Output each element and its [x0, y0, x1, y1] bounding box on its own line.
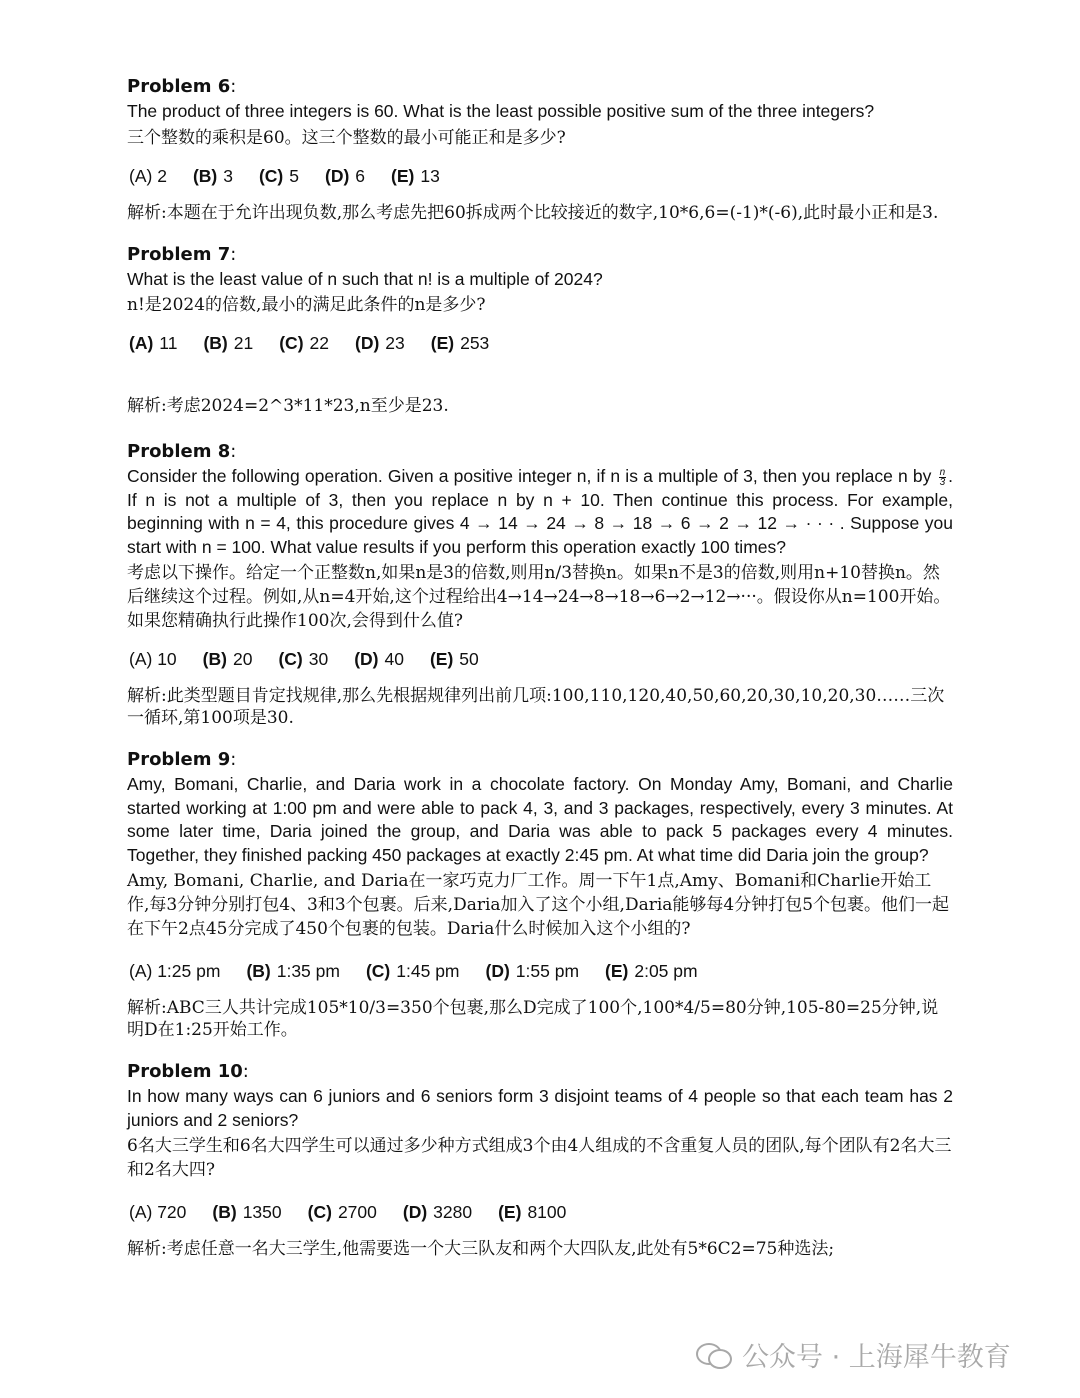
solution-text: 解析:考虑任意一名大三学生,他需要选一个大三队友和两个大四队友,此处有5*6C2=75种选法;	[127, 1239, 835, 1259]
problem-9	[127, 747, 953, 1041]
choice-b: (B) 1:35 pm	[246, 961, 340, 981]
problem-text-en: Amy, Bomani, Charlie, and Daria work in a chocolate factory. On Monday Amy, Bomani, and Charlie started working at 1:00 pm and were able to pack 4, 3, and 3 packages, respectively, every 3 minutes. At some later time, Daria joined the group, and Daria was able to pack 5 packages every 4 minutes. Together, they finished packing 450 packages at exactly 2:45 pm. At what time did Daria join the group?	[127, 774, 953, 865]
problem-text-zh: 6名大三学生和6名大四学生可以通过多少种方式组成3个由4人组成的不含重复人员的团队,每个团队有2名大三和2名大四?	[127, 1136, 952, 1180]
choice-d: (D) 1:55 pm	[485, 961, 580, 981]
solution-text: 解析:本题在于允许出现负数,那么考虑先把60拆成两个比较接近的数字,10*6,6=(-1)*(-6),此时最小正和是3.	[127, 202, 939, 223]
problem-text-en: Consider the following operation. Given a positive integer n, if n is a multiple of 3, then you replace n by $\frac{n}{3}$ . If n is not a multiple of 3, then you replace n by n + 10. Then continue this process. For example, beginning with n = 4, this procedure gives 4 → 14 → 24 → 8 → 18 → 6 → 2 → 12 → · · · . Suppose you start with n = 100. What value results if you perform this operation exactly 100 times?	[127, 466, 953, 557]
answer-choices	[129, 959, 953, 983]
choice-d: (D) 6	[325, 165, 366, 186]
problem-title: Problem 8:	[127, 441, 237, 462]
answer-choices	[129, 164, 953, 188]
problem-text-zh: 三个整数的乘积是60。这三个整数的最小可能正和是多少?	[127, 127, 566, 148]
problem-title: Problem 9:	[127, 749, 237, 770]
wechat-icon	[696, 1339, 732, 1369]
problem-7	[127, 242, 953, 418]
choice-b: (B) 3	[192, 165, 233, 186]
choice-d: (D) 3280	[402, 1202, 473, 1222]
choice-e: (E) 8100	[498, 1202, 567, 1222]
choice-a: (A) 10	[129, 649, 177, 669]
choice-d: (D) 23	[355, 333, 405, 353]
choice-c: (C) 5	[258, 165, 299, 186]
answer-choices	[129, 1200, 953, 1224]
solution-text: 解析:ABC三人共计完成105*10/3=350个包裹,那么D完成了100个,100*4/5=80分钟,105-80=25分钟,说明D在1:25开始工作。	[127, 998, 939, 1040]
answer-choices	[129, 647, 953, 671]
fraction-n-over-3: $\frac{n}{3}$	[939, 466, 946, 488]
problem-title: Problem 7:	[127, 243, 237, 265]
choice-b: (B) 21	[203, 333, 254, 353]
choice-a: (A) 720	[129, 1202, 187, 1222]
choice-a: (A) 11	[129, 333, 178, 353]
problem-text-en: The product of three integers is 60. What is the least possible positive sum of the three integers?	[127, 101, 875, 121]
choice-a: (A) 1:25 pm	[129, 961, 221, 981]
solution-text: 解析:考虑2024=2^3*11*23,n至少是23.	[127, 396, 449, 416]
watermark-text: 公众号 · 上海犀牛教育	[742, 1341, 1011, 1373]
choice-d: (D) 40	[354, 649, 404, 669]
choice-c: (C) 22	[279, 333, 329, 353]
watermark	[696, 1332, 1056, 1376]
choice-c: (C) 2700	[307, 1202, 377, 1222]
problem-text-en: In how many ways can 6 juniors and 6 seniors form 3 disjoint teams of 4 people so that each team has 2 juniors and 2 seniors?	[127, 1086, 953, 1130]
problem-text-zh: n!是2024的倍数,最小的满足此条件的n是多少?	[127, 295, 486, 315]
choice-c: (C) 1:45 pm	[365, 961, 460, 981]
problem-text-en: What is the least value of n such that n! is a multiple of 2024?	[127, 268, 603, 289]
problem-6	[127, 74, 953, 224]
answer-choices	[129, 331, 953, 355]
problem-text-zh: Amy, Bomani, Charlie, and Daria在一家巧克力厂工作。周一下午1点,Amy、Bomani和Charlie开始工作,每3分钟分别打包4、3和3个包裹。后来,Daria加入了这个小组,Daria能够每4分钟打包5个包裹。他们一起在下午2点45分完成了450个包裹的包装。Daria什么时候加入这个小组的?	[127, 871, 950, 939]
choice-a: (A) 2	[129, 165, 167, 186]
choice-e: (E) 50	[429, 649, 479, 669]
problem-text-zh: 考虑以下操作。给定一个正整数n,如果n是3的倍数,则用n/3替换n。如果n不是3的倍数,则用n+10替换n。然后继续这个过程。例如,从n=4开始,这个过程给出4→14→24→8→18→6→2→12→···。假设你从n=100开始。如果您精确执行此操作100次,会得到什么值?	[127, 563, 951, 631]
choice-e: (E) 253	[430, 333, 490, 353]
problem-title: Problem 10:	[127, 1061, 249, 1082]
problem-title: Problem 6:	[127, 76, 237, 97]
document-page	[127, 74, 953, 1260]
choice-e: (E) 2:05 pm	[605, 961, 698, 981]
choice-b: (B) 1350	[212, 1202, 282, 1222]
choice-b: (B) 20	[202, 649, 253, 669]
choice-e: (E) 13	[391, 165, 440, 186]
solution-text: 解析:此类型题目肯定找规律,那么先根据规律列出前几项:100,110,120,40,50,60,20,30,10,20,30……三次一循环,第100项是30.	[127, 686, 945, 728]
choice-c: (C) 30	[278, 649, 329, 669]
problem-8	[127, 439, 953, 729]
problem-10	[127, 1059, 953, 1260]
